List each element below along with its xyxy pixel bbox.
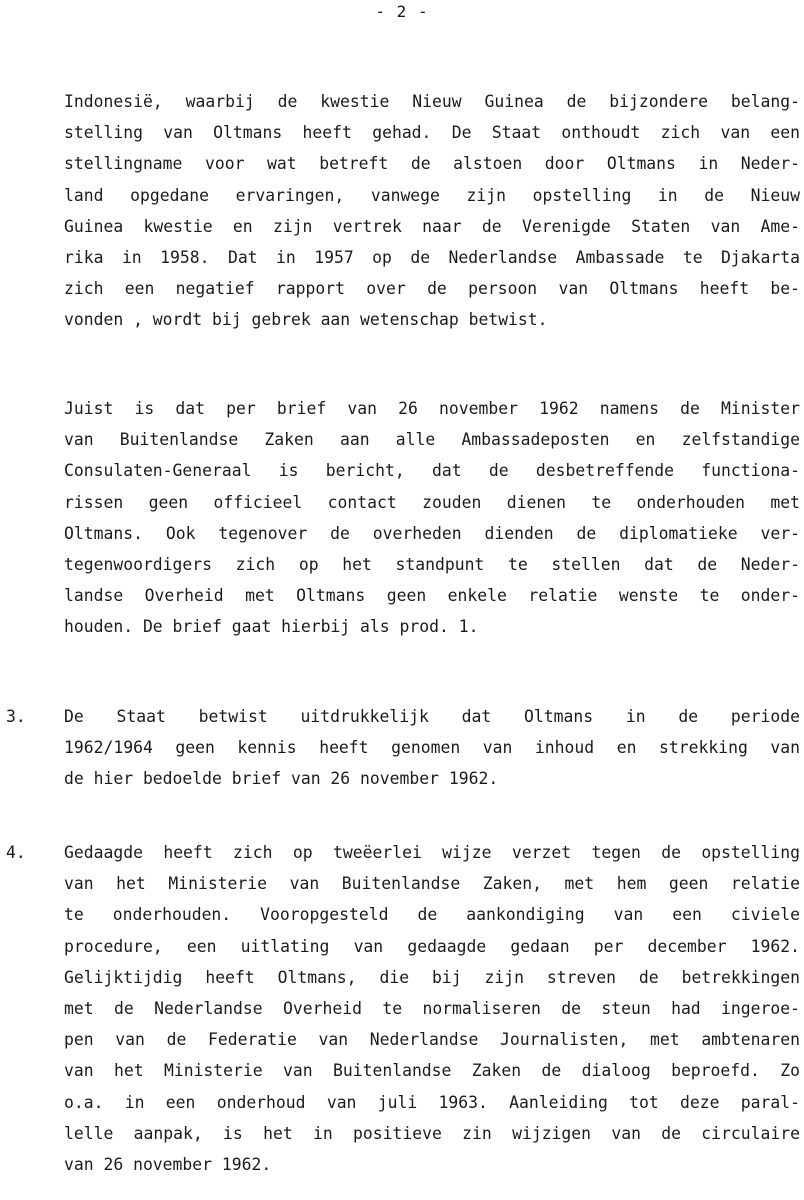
text-line: Guinea kwestie en zijn vertrek naar de Verenigde Staten van Ame-: [64, 216, 800, 236]
text-line: houden. De brief gaat hierbij als prod. 1.: [64, 617, 479, 637]
paragraph-1: [64, 86, 800, 336]
text-line: rissen geen officieel contact zouden dienen te onderhouden met: [64, 492, 800, 512]
text-line: De Staat betwist uitdrukkelijk dat Oltmans in de periode: [64, 707, 800, 726]
text-line: landse Overheid met Oltmans geen enkele relatie wenste te onder-: [64, 586, 800, 606]
text-line: Consulaten-Generaal is bericht, dat de desbetreffende functiona-: [64, 461, 800, 481]
text-line: land opgedane ervaringen, vanwege zijn opstelling in de Nieuw: [64, 185, 800, 205]
text-line: stellingname voor wat betreft de alstoen door Oltmans in Neder-: [64, 154, 800, 174]
text-line: Gedaagde heeft zich op tweëerlei wijze verzet tegen de opstelling: [64, 843, 800, 862]
text-line: van Buitenlandse Zaken aan alle Ambassadeposten en zelfstandige: [64, 430, 800, 450]
text-line: zich een negatief rapport over de persoon van Oltmans heeft be-: [64, 279, 800, 299]
text-line: pen van de Federatie van Nederlandse Journalisten, met ambtenaren: [64, 1030, 800, 1050]
text-line: rika in 1958. Dat in 1957 op de Nederlandse Ambassade te Djakarta: [64, 247, 800, 267]
paragraph-2: [64, 393, 800, 643]
text-line: de hier bedoelde brief van 26 november 1962.: [64, 769, 499, 789]
text-line: lelle aanpak, is het in positieve zin wijzigen van de circulaire: [64, 1123, 800, 1143]
text-line: tegenwoordigers zich op het standpunt te stellen dat de Neder-: [64, 554, 800, 574]
text-line: vonden , wordt bij gebrek aan wetenschap betwist.: [64, 310, 548, 330]
paragraph-item-4: [64, 837, 800, 1180]
text-line: van het Ministerie van Buitenlandse Zaken de dialoog beproefd. Zo: [64, 1061, 800, 1081]
text-line: Indonesië, waarbij de kwestie Nieuw Guinea de bijzondere belang-: [64, 92, 800, 111]
item-number-3: 3.: [6, 707, 26, 726]
text-line: o.a. in een onderhoud van juli 1963. Aanleiding tot deze paral-: [64, 1092, 800, 1112]
item-number-4: 4.: [6, 843, 26, 862]
paragraph-item-3: [64, 701, 800, 795]
text-line: stelling van Oltmans heeft gehad. De Staat onthoudt zich van een: [64, 123, 800, 143]
text-line: 1962/1964 geen kennis heeft genomen van inhoud en strekking van: [64, 738, 800, 758]
text-line: Gelijktijdig heeft Oltmans, die bij zijn streven de betrekkingen: [64, 967, 800, 987]
text-line: van het Ministerie van Buitenlandse Zaken, met hem geen relatie: [64, 874, 800, 894]
text-line: Oltmans. Ook tegenover de overheden dienden de diplomatieke ver-: [64, 523, 800, 543]
text-line: te onderhouden. Vooropgesteld de aankondiging van een civiele: [64, 905, 800, 925]
text-line: Juist is dat per brief van 26 november 1962 namens de Minister: [64, 399, 800, 418]
text-line: van 26 november 1962.: [64, 1154, 272, 1174]
text-line: procedure, een uitlating van gedaagde gedaan per december 1962.: [64, 936, 800, 956]
text-line: met de Nederlandse Overheid te normaliseren de steun had ingeroe-: [64, 998, 800, 1018]
page-number: - 2 -: [375, 2, 429, 21]
